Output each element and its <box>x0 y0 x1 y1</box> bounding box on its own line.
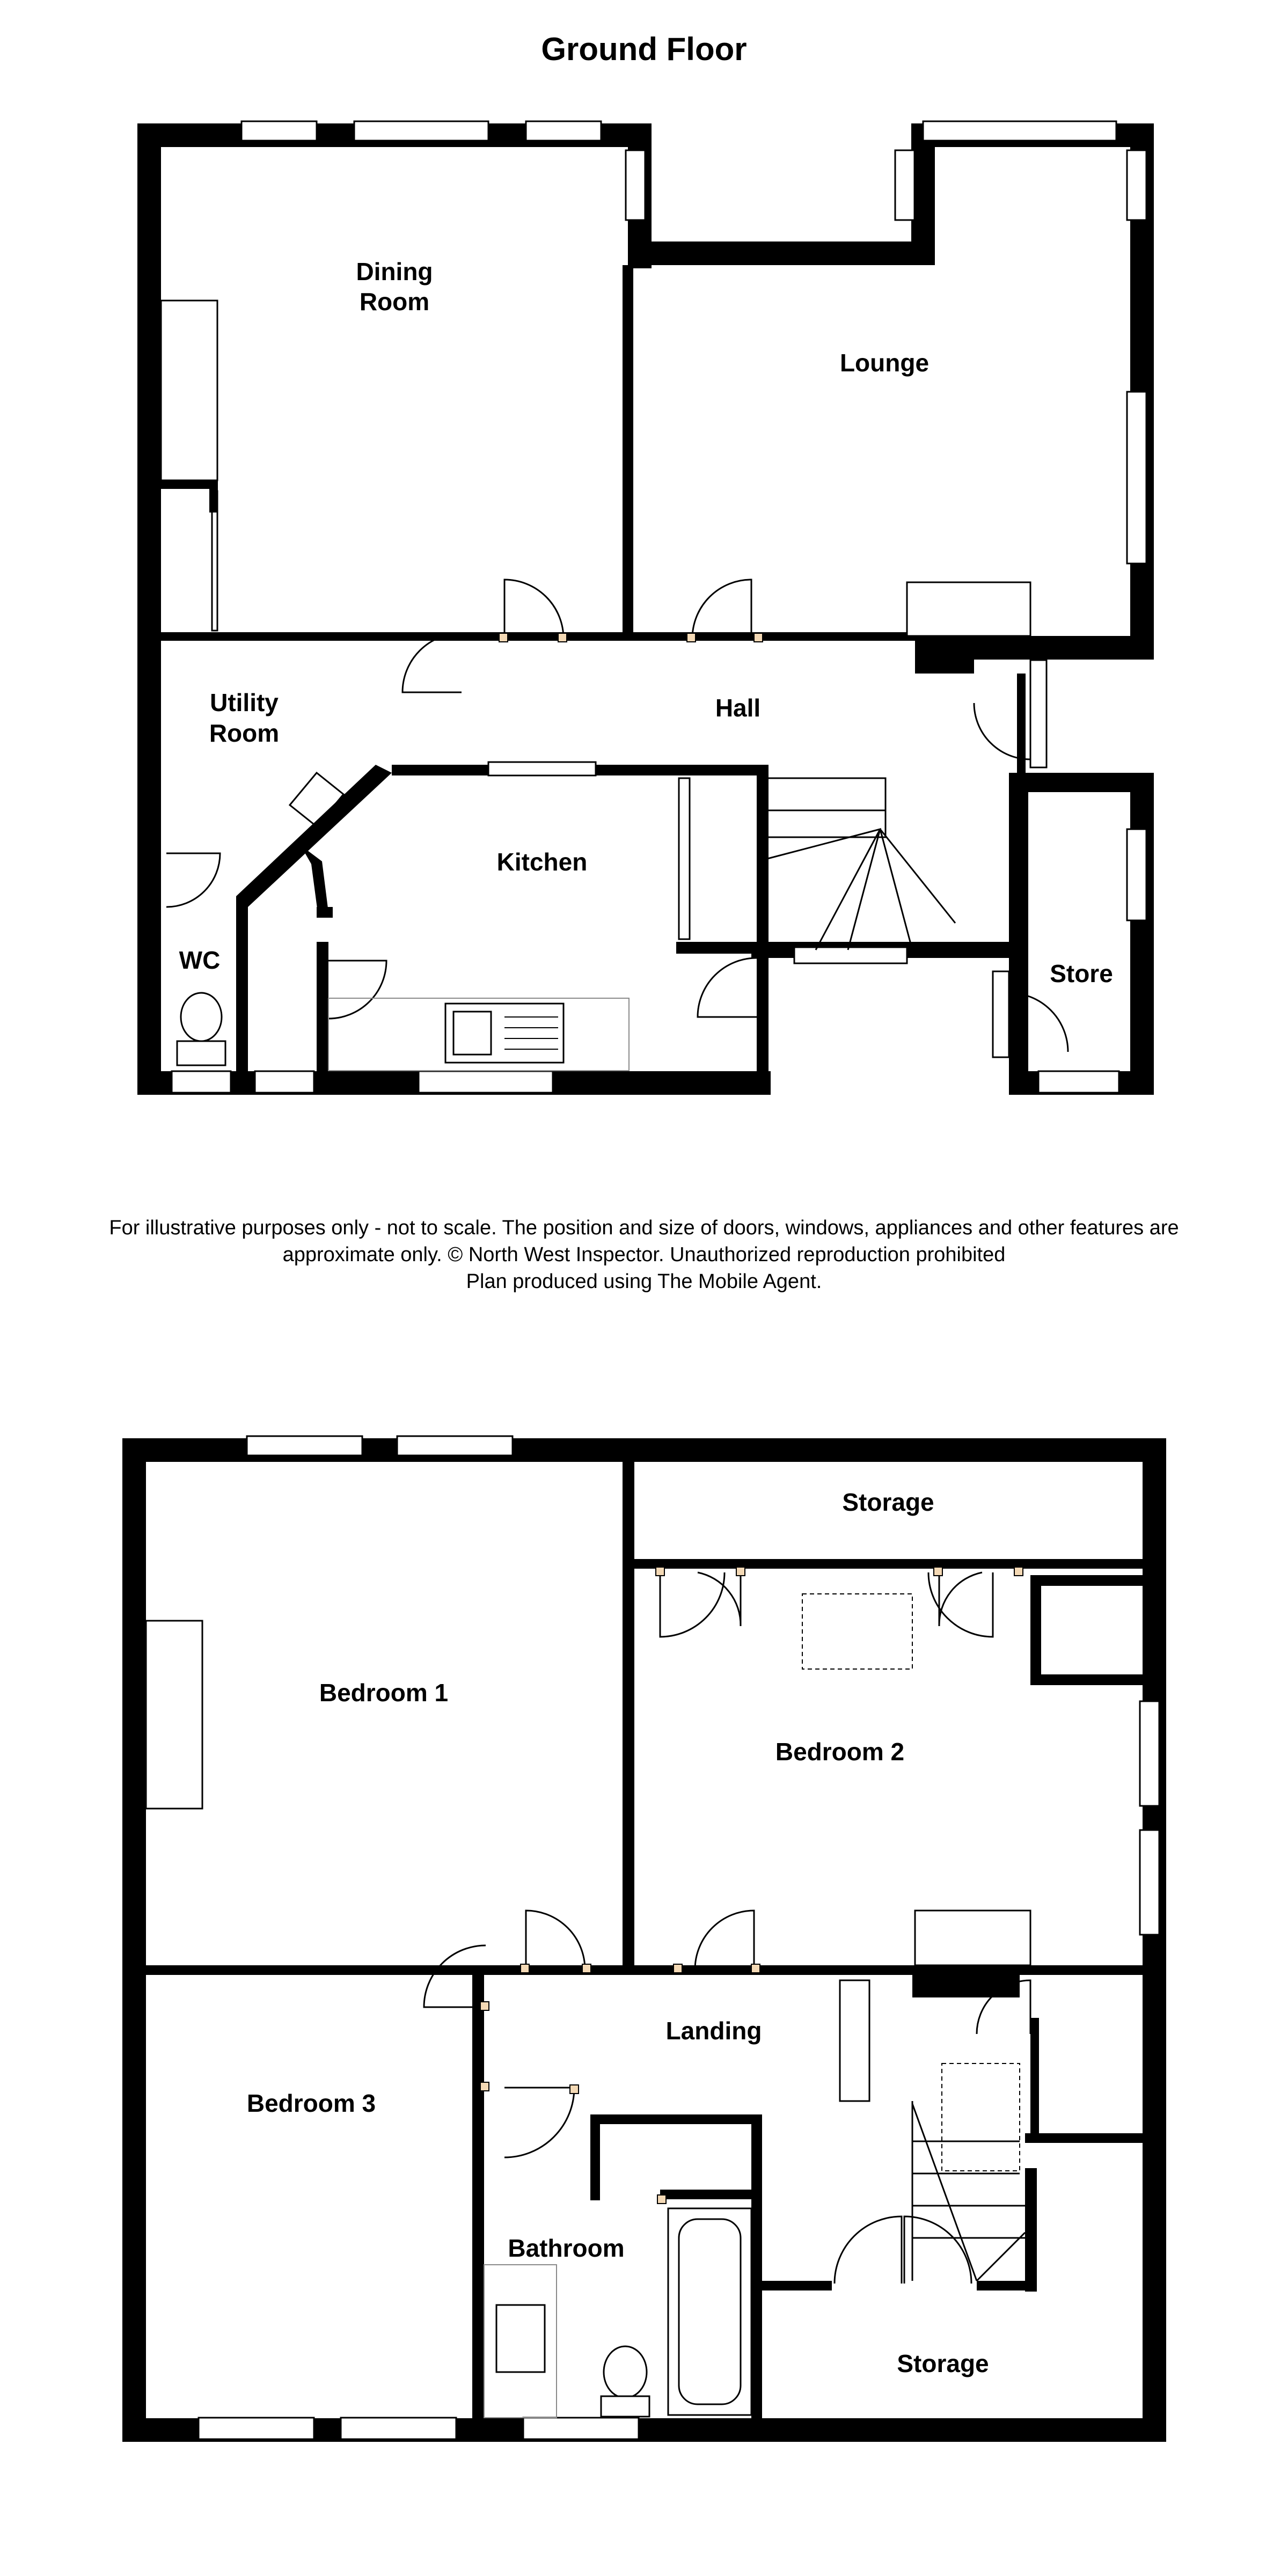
room-label-store: Store <box>1050 960 1113 987</box>
room-label-bedroom-1: Bedroom 1 <box>319 1679 449 1707</box>
room-label-storage-top: Storage <box>842 1488 934 1516</box>
room-label-wc: WC <box>179 946 221 974</box>
room-label-lounge: Lounge <box>839 349 930 377</box>
room-label-dining-2: Room <box>359 288 430 316</box>
first-floor-fixtures <box>146 1594 1030 2418</box>
disclaimer-line-1: For illustrative purposes only - not to scale. The position and size of doors, windows, appliances and other features are <box>109 1217 1179 1239</box>
disclaimer-line-3: Plan produced using The Mobile Agent. <box>466 1270 822 1293</box>
room-label-utility-2: Room <box>209 719 280 747</box>
room-label-hall: Hall <box>715 694 761 722</box>
room-label-bedroom-2: Bedroom 2 <box>775 1738 905 1766</box>
room-label-storage-bottom: Storage <box>897 2350 989 2377</box>
room-label-bedroom-3: Bedroom 3 <box>246 2089 376 2117</box>
disclaimer-line-2: approximate only. © North West Inspector. Unauthorized reproduction prohibited <box>282 1243 1006 1266</box>
room-label-dining-1: Dining <box>356 258 433 286</box>
first-floor-labels <box>247 1488 989 2377</box>
room-label-landing: Landing <box>665 2017 762 2045</box>
room-label-utility-1: Utility <box>210 689 279 716</box>
room-label-kitchen: Kitchen <box>496 848 588 876</box>
disclaimer <box>109 1217 1179 1293</box>
room-label-bathroom: Bathroom <box>508 2234 625 2262</box>
floor-title: Ground Floor <box>541 31 747 67</box>
